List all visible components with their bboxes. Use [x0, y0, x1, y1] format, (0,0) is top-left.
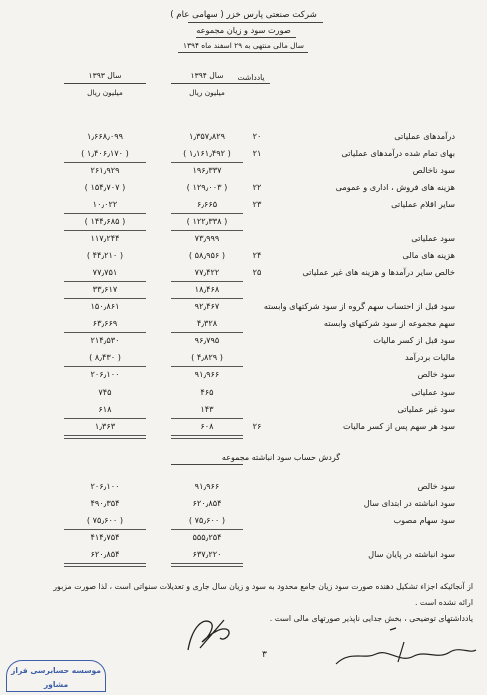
- row-value-1394: ۹۶٫۷۹۵: [194, 335, 220, 345]
- row-label: مالیات بردرآمد: [404, 352, 455, 362]
- page-number: ۳: [262, 650, 267, 660]
- statement-row: [0, 129, 487, 146]
- statement-row: [0, 385, 487, 402]
- row-value-1394: ۱۹۶٫۳۳۷: [192, 165, 222, 175]
- row-value-1393: ( ۱۵۴٫۷۰۷ ): [84, 182, 126, 192]
- row-value-1394: ۴٫۳۲۸: [196, 318, 218, 328]
- row-value-1393: ( ۸٫۴۳۰ ): [89, 352, 121, 362]
- statement-row: [0, 163, 487, 180]
- header-rule-1393: [64, 83, 146, 84]
- company-name: شرکت صنعتی پارس خزر ( سهامی عام ): [170, 10, 317, 20]
- row-label: هزینه های فروش ، اداری و عمومی: [335, 182, 455, 192]
- row-value-1394: ۱۸٫۴۶۸: [194, 284, 220, 294]
- statement-row: [0, 419, 487, 436]
- row-label: درآمدهای عملیاتی: [394, 131, 455, 141]
- statement-row: [0, 265, 487, 282]
- footer-note-paragraph: از آنجائیکه اجزاء تشکیل دهنده صورت سود زیان جامع محدود به سود و زیان سال جاری و تعدیلات سنواتی است ، لذا صورت مزبور: [53, 582, 473, 591]
- row-value-1393: ۱٫۶۶۸٫۰۹۹: [86, 131, 124, 141]
- row-value-1394: ۱۴۳: [200, 404, 214, 414]
- row-note: ۲۰: [252, 131, 262, 141]
- row-value-1394: ۵۵۵٫۲۵۴: [192, 532, 222, 542]
- row-label: سود غیر عملیاتی: [397, 404, 455, 414]
- year-1394-header: سال ۱۳۹۴: [190, 71, 224, 80]
- company-underline: [188, 22, 323, 23]
- row-value-1394: ۴۶۵: [200, 387, 214, 397]
- row-label: خالص سایر درآمدها و هزینه های غیر عملیاتی: [302, 267, 455, 277]
- statement-row: [0, 214, 487, 231]
- row-value-1394: ۹۱٫۹۶۶: [194, 481, 220, 491]
- row-note: ۲۳: [252, 199, 262, 209]
- row-value-1393: ( ۴۴٫۲۱۰ ): [86, 250, 124, 260]
- row-value-1393: ۲۰۶٫۱۰۰: [90, 481, 120, 491]
- row-value-1394: ( ۷۵٫۶۰۰ ): [188, 515, 226, 525]
- stamp-text: موسسه حسابرسی فراز مشاور: [11, 666, 101, 689]
- period-underline: [178, 52, 308, 53]
- row-label: سود انباشته در پایان سال: [368, 549, 455, 559]
- row-value-1393: ۷۴۵: [98, 387, 112, 397]
- row-value-1393: ۱۵۰٫۸۶۱: [90, 301, 120, 311]
- retained-row: [0, 496, 487, 513]
- row-value-1394: ۹۱٫۹۶۶: [194, 369, 220, 379]
- statement-row: [0, 231, 487, 248]
- row-label: بهای تمام شده درآمدهای عملیاتی: [341, 148, 455, 158]
- statement-row: [0, 402, 487, 419]
- row-value-1394: ۷۳٫۹۹۹: [194, 233, 220, 243]
- total-double-rule: [171, 438, 243, 439]
- row-value-1393: ۲۱۴٫۵۳۰: [90, 335, 120, 345]
- row-note: ۲۲: [252, 182, 262, 192]
- row-label: سود سهام مصوب: [393, 515, 455, 525]
- row-value-1394: ( ۱۲۹٫۰۰۳ ): [186, 182, 228, 192]
- statement-row: [0, 367, 487, 384]
- footer-explanatory-note: یادداشتهای توضیحی ، بخش جدایی ناپذیر صورتهای مالی است .: [269, 614, 473, 623]
- row-value-1394: ( ۴٫۸۲۹ ): [191, 352, 223, 362]
- row-label: سود هر سهم پس از کسر مالیات: [343, 421, 455, 431]
- row-note: ۲۱: [252, 148, 262, 158]
- row-value-1393: ۲۶۱٫۹۲۹: [90, 165, 120, 175]
- row-value-1393: ۱۱۷٫۲۴۴: [90, 233, 120, 243]
- row-label: سود خالص: [417, 481, 455, 491]
- retained-row: [0, 547, 487, 564]
- row-value-1393: ۱٫۳۶۳: [94, 421, 116, 431]
- total-double-rule: [64, 435, 146, 436]
- statement-row: [0, 316, 487, 333]
- row-note: ۲۴: [252, 250, 262, 260]
- row-value-1394: ۶۳۷٫۲۲۰: [192, 549, 222, 559]
- row-value-1394: ( ۱۲۲٫۳۳۸ ): [186, 216, 228, 226]
- statement-row: [0, 350, 487, 367]
- row-value-1393: ( ۱٫۴۰۶٫۱۷۰ ): [81, 148, 129, 158]
- row-value-1393: ۶۱۸: [98, 404, 112, 414]
- total-double-rule: [171, 435, 243, 436]
- auditor-stamp: [6, 660, 106, 692]
- row-label: سود عملیاتی: [411, 387, 455, 397]
- statement-underline: [196, 37, 296, 38]
- row-note: ۲۵: [252, 267, 262, 277]
- unit-label-1394: میلیون ریال: [189, 88, 225, 97]
- row-label: سود قبل از کسر مالیات: [373, 335, 455, 345]
- row-label: سایر اقلام عملیاتی: [391, 199, 455, 209]
- statement-row: [0, 197, 487, 214]
- row-value-1394: ۱٫۳۵۷٫۸۲۹: [188, 131, 226, 141]
- row-label: هزینه های مالی: [402, 250, 455, 260]
- row-value-1393: ( ۱۴۴٫۶۸۵ ): [84, 216, 126, 226]
- row-label: سود ناخالص: [412, 165, 455, 175]
- total-double-rule: [171, 566, 243, 567]
- row-value-1393: ۲۰۶٫۱۰۰: [90, 369, 120, 379]
- signature-left: [180, 608, 240, 658]
- row-label: سود خالص: [417, 369, 455, 379]
- row-value-1393: ۶۳٫۶۶۹: [92, 318, 118, 328]
- row-label: سود قبل از احتساب سهم گروه از سود شرکتهای وابسته: [263, 301, 455, 311]
- row-label: سهم مجموعه از سود شرکتهای وابسته: [323, 318, 455, 328]
- total-double-rule: [171, 563, 243, 564]
- statement-row: [0, 180, 487, 197]
- row-value-1393: ( ۷۵٫۶۰۰ ): [86, 515, 124, 525]
- row-value-1394: ۹۲٫۴۶۷: [194, 301, 220, 311]
- row-value-1393: ۱۰٫۰۲۲: [92, 199, 118, 209]
- footer-note-continuation: ارائه نشده است .: [414, 598, 473, 607]
- retained-earnings-title: گردش حساب سود انباشته مجموعه: [221, 453, 341, 462]
- retained-row: [0, 479, 487, 496]
- row-value-1394: ۶٫۶۶۵: [196, 199, 218, 209]
- row-value-1393: ۴۹۰٫۳۵۴: [90, 498, 120, 508]
- row-label: سود عملیاتی: [411, 233, 455, 243]
- header-rule-note: [232, 83, 270, 84]
- statement-row: [0, 282, 487, 299]
- row-value-1393: ۶۲۰٫۸۵۴: [90, 549, 120, 559]
- row-value-1394: ۷۷٫۴۲۲: [194, 267, 220, 277]
- row-label: سود انباشته در ابتدای سال: [363, 498, 455, 508]
- row-value-1393: ۷۷٫۷۵۱: [92, 267, 118, 277]
- row-value-1394: ( ۵۸٫۹۵۶ ): [188, 250, 226, 260]
- statement-title: صورت سود و زیان مجموعه: [196, 25, 291, 35]
- total-double-rule: [64, 566, 146, 567]
- statement-row: [0, 299, 487, 316]
- row-value-1394: ۶۲۰٫۸۵۴: [192, 498, 222, 508]
- row-value-1394: ( ۱٫۱۶۱٫۴۹۲ ): [183, 148, 231, 158]
- retained-row: [0, 513, 487, 530]
- row-value-1393: ۳۳٫۶۱۷: [92, 284, 118, 294]
- statement-row: [0, 333, 487, 350]
- note-column-header: یادداشت: [237, 73, 265, 82]
- retained-title-rule: [171, 464, 243, 465]
- period-text: سال مالی منتهی به ۲۹ اسفند ماه ۱۳۹۴: [183, 41, 304, 50]
- total-double-rule: [64, 438, 146, 439]
- year-1393-header: سال ۱۳۹۳: [88, 71, 122, 80]
- statement-row: [0, 146, 487, 163]
- retained-row: [0, 530, 487, 547]
- total-double-rule: [64, 563, 146, 564]
- row-value-1394: ۶۰۸: [200, 421, 214, 431]
- unit-label-1393: میلیون ریال: [87, 88, 123, 97]
- signature-right: [330, 620, 480, 680]
- row-note: ۲۶: [252, 421, 262, 431]
- statement-row: [0, 248, 487, 265]
- row-value-1393: ۴۱۴٫۷۵۴: [90, 532, 120, 542]
